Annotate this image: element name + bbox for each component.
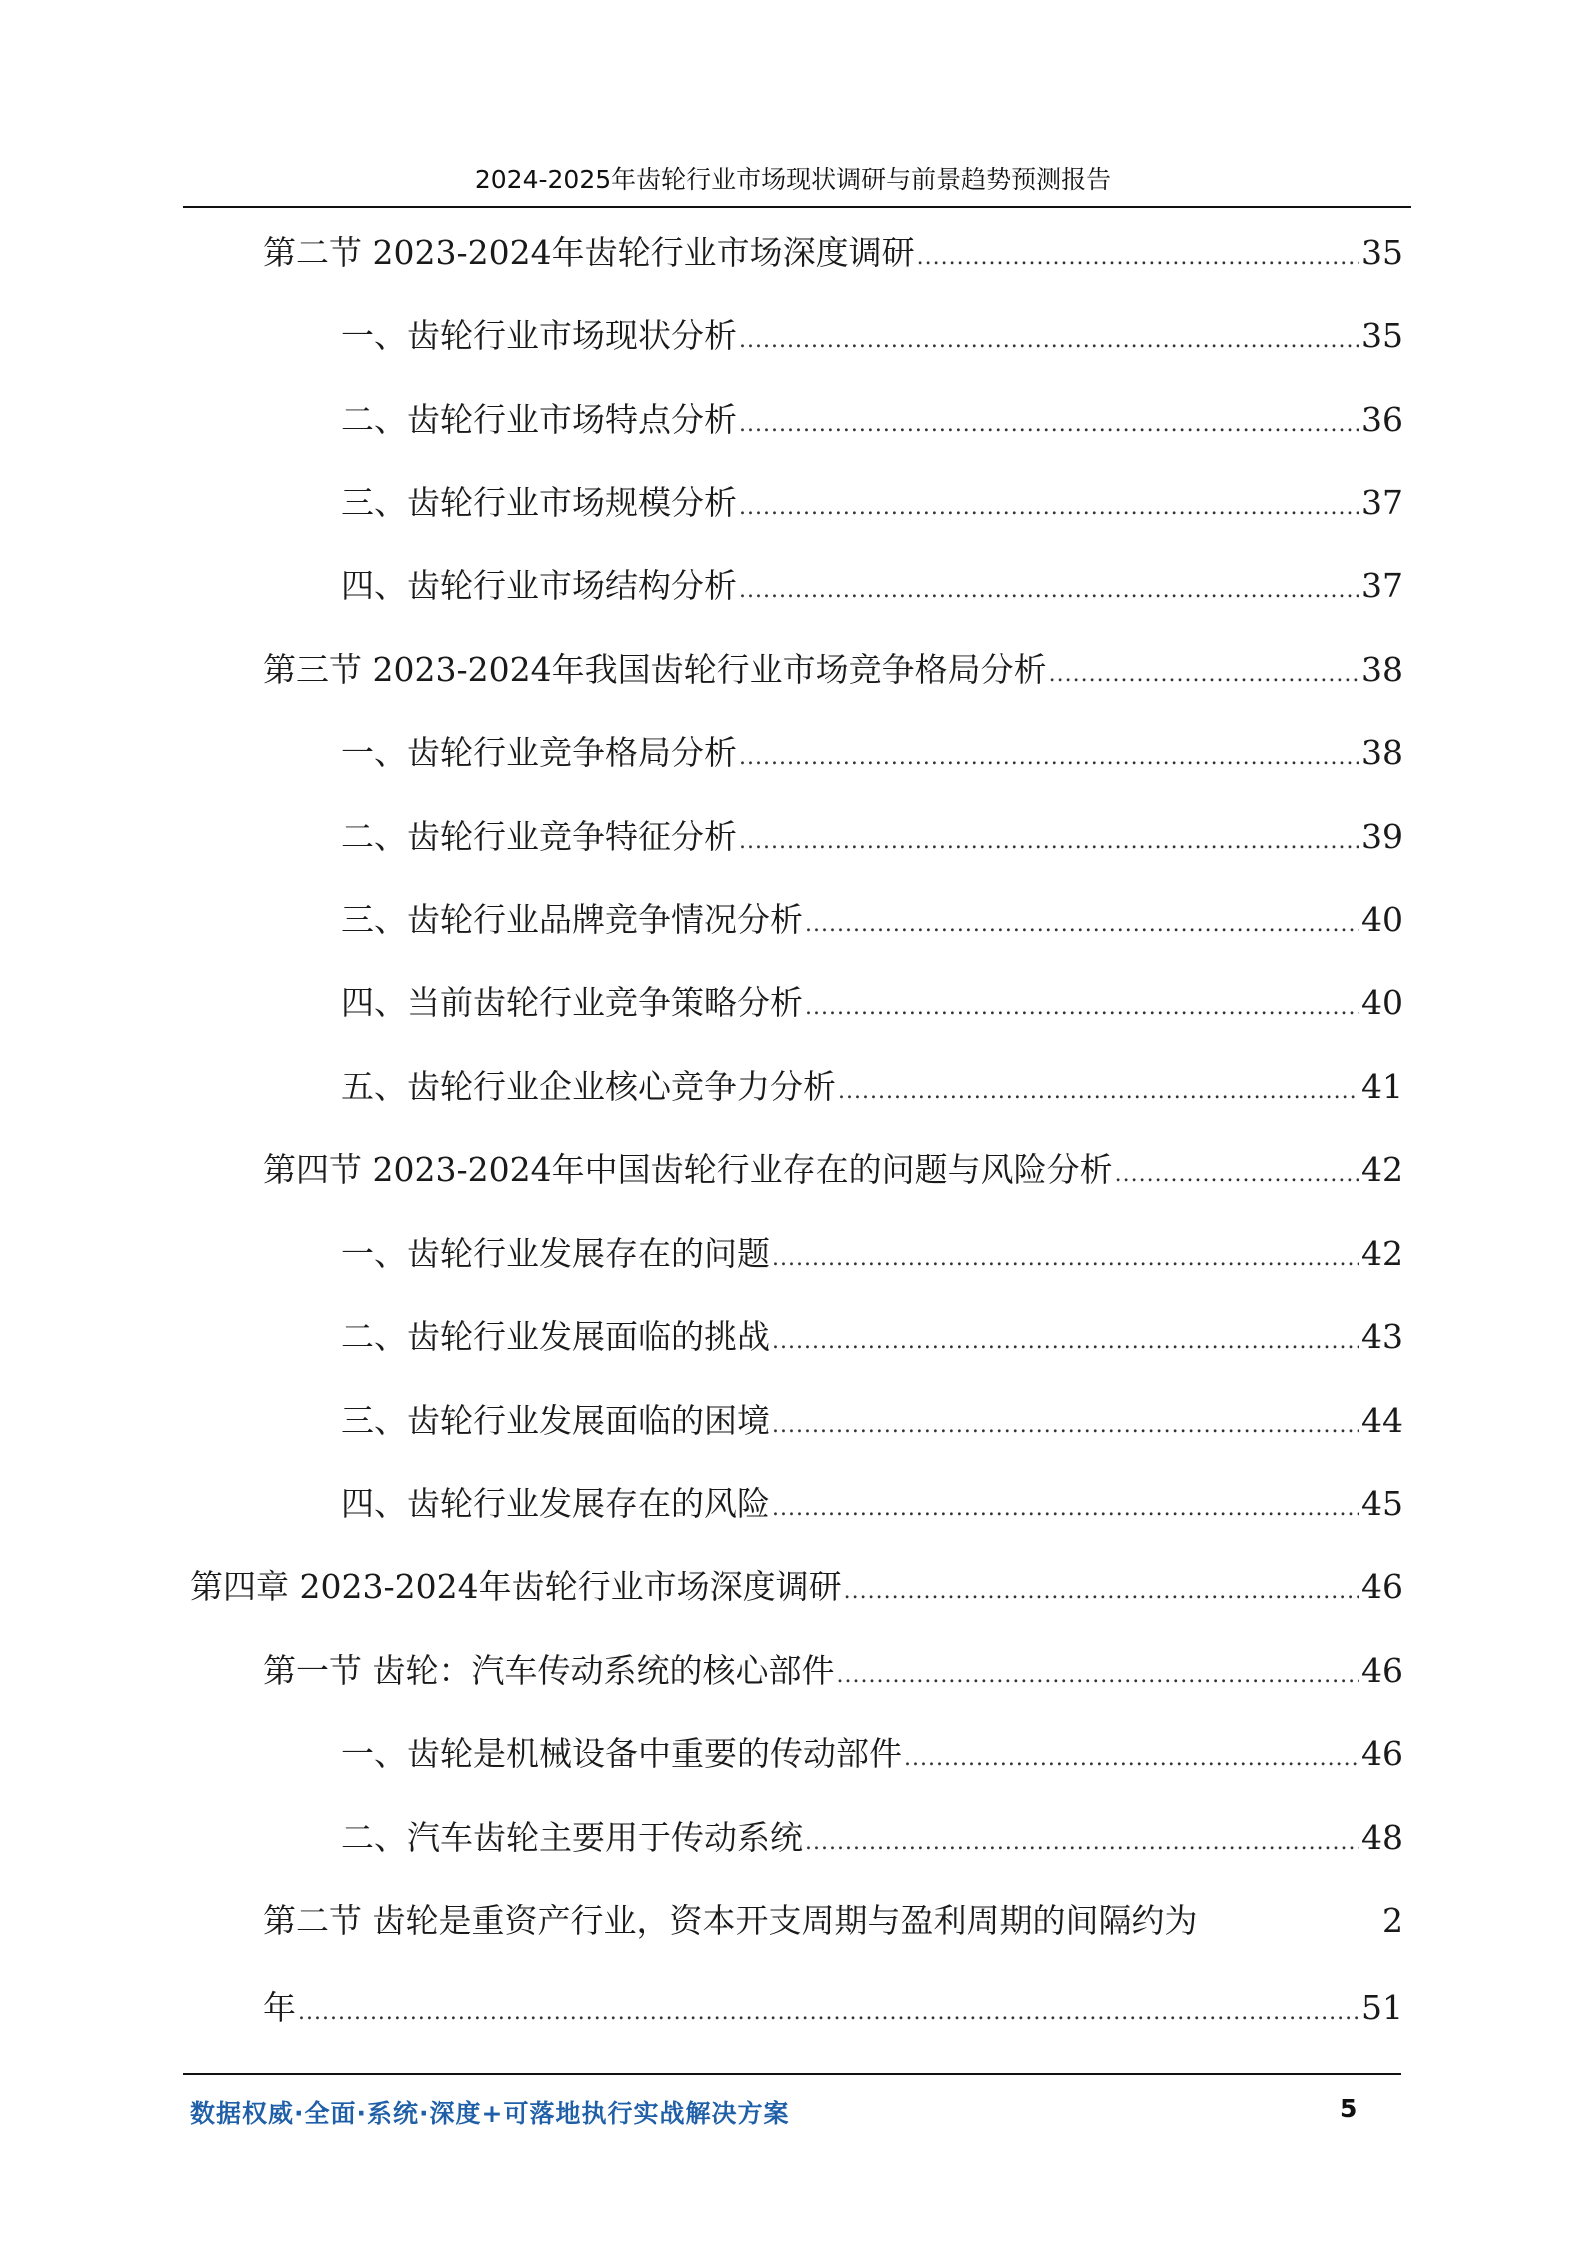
toc-entry-label: 四、齿轮行业发展存在的风险	[341, 1484, 770, 1523]
toc-entry-label: 一、齿轮行业市场现状分析	[341, 316, 737, 355]
toc-entry-item[interactable]	[341, 1479, 1403, 1529]
toc-entry-label: 第一节 齿轮：汽车传动系统的核心部件	[263, 1651, 835, 1690]
header-divider	[183, 206, 1411, 208]
toc-entry-item[interactable]	[341, 978, 1403, 1028]
dot-leader	[838, 1067, 1359, 1117]
toc-entry-wrapped-line2[interactable]	[263, 1983, 1403, 2033]
toc-entry-label: 二、汽车齿轮主要用于传动系统	[341, 1818, 803, 1857]
toc-entry-item[interactable]	[341, 1396, 1403, 1446]
toc-entry-label: 一、齿轮行业发展存在的问题	[341, 1234, 770, 1273]
toc-entry-page: 36	[1361, 400, 1403, 439]
toc-entry-label: 第四章 2023-2024年齿轮行业市场深度调研	[190, 1567, 842, 1606]
toc-entry-page: 39	[1361, 817, 1403, 856]
dot-leader	[739, 400, 1359, 450]
dot-leader	[739, 316, 1359, 366]
toc-entry-wrapped-line1[interactable]	[263, 1896, 1403, 1946]
toc-entry-page: 42	[1361, 1234, 1403, 1273]
toc-entry-label: 三、齿轮行业发展面临的困境	[341, 1401, 770, 1440]
toc-entry-label: 第四节 2023-2024年中国齿轮行业存在的问题与风险分析	[263, 1150, 1113, 1189]
toc-entry-item[interactable]	[341, 1312, 1403, 1362]
page-number: 5	[1340, 2094, 1358, 2123]
toc-entry-item[interactable]	[341, 812, 1403, 862]
toc-entry-label: 二、齿轮行业市场特点分析	[341, 400, 737, 439]
toc-entry-section[interactable]	[263, 1646, 1403, 1696]
toc-entry-page: 43	[1361, 1317, 1403, 1356]
toc-entry-chapter[interactable]	[190, 1562, 1403, 1612]
dot-leader	[772, 1484, 1359, 1534]
toc-entry-page: 40	[1361, 900, 1403, 939]
footer-slogan: 数据权威·全面·系统·深度+可落地执行实战解决方案	[190, 2099, 790, 2128]
dot-leader	[772, 1234, 1359, 1284]
dot-leader	[904, 1734, 1359, 1784]
page-header-title: 2024-2025年齿轮行业市场现状调研与前景趋势预测报告	[474, 165, 1112, 194]
dot-leader	[739, 733, 1359, 783]
toc-entry-label: 四、齿轮行业市场结构分析	[341, 566, 737, 605]
toc-entry-item[interactable]	[341, 1813, 1403, 1863]
dot-leader	[1115, 1150, 1359, 1200]
toc-entry-page: 37	[1361, 483, 1403, 522]
toc-entry-item[interactable]	[341, 478, 1403, 528]
toc-entry-label: 第二节 齿轮是重资产行业，资本开支周期与盈利周期的间隔约为	[263, 1901, 1198, 1940]
toc-entry-item[interactable]	[341, 1062, 1403, 1112]
toc-entry-item[interactable]	[341, 728, 1403, 778]
toc-entry-label: 一、齿轮行业竞争格局分析	[341, 733, 737, 772]
dot-leader	[298, 1988, 1359, 2038]
toc-entry-page: 51	[1361, 1988, 1403, 2027]
dot-leader	[1049, 650, 1359, 700]
toc-entry-page: 44	[1361, 1401, 1403, 1440]
toc-entry-page: 42	[1361, 1150, 1403, 1189]
toc-entry-item[interactable]	[341, 395, 1403, 445]
toc-entry-page: 38	[1361, 650, 1403, 689]
toc-entry-item[interactable]	[341, 1729, 1403, 1779]
toc-entry-label: 一、齿轮是机械设备中重要的传动部件	[341, 1734, 902, 1773]
toc-entry-label: 第三节 2023-2024年我国齿轮行业市场竞争格局分析	[263, 650, 1047, 689]
toc-entry-item[interactable]	[341, 561, 1403, 611]
toc-entry-label-tail: 2	[1382, 1901, 1403, 1940]
toc-entry-item[interactable]	[341, 1229, 1403, 1279]
toc-entry-page: 46	[1361, 1651, 1403, 1690]
dot-leader	[772, 1317, 1359, 1367]
toc-entry-label: 四、当前齿轮行业竞争策略分析	[341, 983, 803, 1022]
toc-entry-label: 二、齿轮行业竞争特征分析	[341, 817, 737, 856]
dot-leader	[739, 817, 1359, 867]
dot-leader	[805, 983, 1359, 1033]
toc-entry-page: 40	[1361, 983, 1403, 1022]
toc-entry-label: 第二节 2023-2024年齿轮行业市场深度调研	[263, 233, 915, 272]
toc-entry-section[interactable]	[263, 1145, 1403, 1195]
dot-leader	[772, 1401, 1359, 1451]
dot-leader	[739, 566, 1359, 616]
toc-entry-page: 46	[1361, 1734, 1403, 1773]
toc-entry-page: 38	[1361, 733, 1403, 772]
dot-leader	[837, 1651, 1360, 1701]
toc-entry-page: 35	[1361, 233, 1403, 272]
dot-leader	[805, 900, 1359, 950]
toc-entry-page: 45	[1361, 1484, 1403, 1523]
toc-entry-section[interactable]	[263, 228, 1403, 278]
toc-entry-page: 35	[1361, 316, 1403, 355]
toc-entry-page: 37	[1361, 566, 1403, 605]
toc-entry-label: 五、齿轮行业企业核心竞争力分析	[341, 1067, 836, 1106]
toc-entry-label: 年	[263, 1988, 296, 2027]
toc-entry-page: 41	[1361, 1067, 1403, 1106]
dot-leader	[844, 1567, 1359, 1617]
dot-leader	[739, 483, 1359, 533]
toc-entry-label: 三、齿轮行业品牌竞争情况分析	[341, 900, 803, 939]
toc-entry-section[interactable]	[263, 645, 1403, 695]
toc-entry-item[interactable]	[341, 895, 1403, 945]
footer-divider	[183, 2073, 1401, 2075]
toc-entry-page: 46	[1361, 1567, 1403, 1606]
toc-entry-item[interactable]	[341, 311, 1403, 361]
toc-entry-label: 三、齿轮行业市场规模分析	[341, 483, 737, 522]
dot-leader	[917, 233, 1359, 283]
toc-entry-page: 48	[1361, 1818, 1403, 1857]
toc-entry-label: 二、齿轮行业发展面临的挑战	[341, 1317, 770, 1356]
dot-leader	[805, 1818, 1359, 1868]
